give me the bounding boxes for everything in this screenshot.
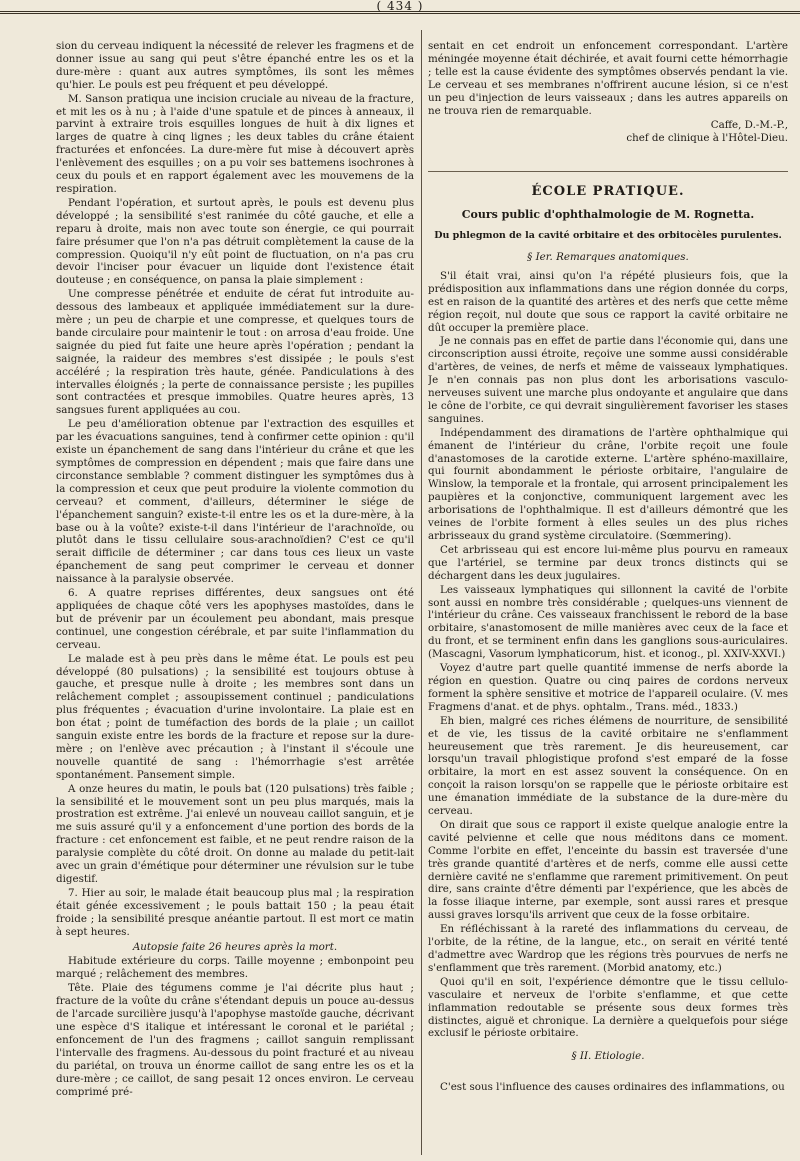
paragraph: A onze heures du matin, le pouls bat (120 pulsations) très faible ; la sensibilité et le mouvement sont un peu plus marqués, mais la prostration est extrême. J'ai enlevé un nouveau caillot sanguin, et je me suis assuré qu'il y a enfoncement d'une portion des bords de la fracture : cet enfoncement est faible, et ne peut rendre raison de la paralysie complète du côté droit. On donne au malade du petit-lait avec un grain d'émétique pour déterminer une révulsion sur le tube digestif. xyxy=(56,782,414,885)
course-subtitle: Du phlegmon de la cavité orbitaire et des orbitocèles purulentes. xyxy=(434,230,782,242)
page-number: ( 434 ) xyxy=(376,0,424,13)
paragraph: Habitude extérieure du corps. Taille moyenne ; embonpoint peu marqué ; relâchement des membres. xyxy=(56,955,414,981)
paragraph: Cet arbrisseau qui est encore lui-même plus pourvu en rameaux que l'artériel, se termine par deux troncs distincts qui se déchargent dans les deux jugulaires. xyxy=(428,543,788,582)
paragraph: Quoi qu'il en soit, l'expérience démontre que le tissu cellulo-vasculaire et nerveux de l'orbite s'enflamme, et que cette inflammation redoutable se présente sous deux formes très distinctes, aiguë et chronique. La dernière a quelquefois pour siége exclusif le périoste orbitaire. xyxy=(428,975,788,1040)
etiology-heading: § II. Etiologie. xyxy=(571,1050,645,1063)
paragraph: S'il était vrai, ainsi qu'on l'a répété plusieurs fois, que la prédisposition aux inflammations dans une région donnée du corps, est en raison de la quantité des artères et des nerfs que cette même région reçoit, nul doute que sous ce rapport la cavité orbitaire ne dût occuper la première place. xyxy=(428,269,788,334)
section-heading: § Ier. Remarques anatomiques. xyxy=(527,250,689,263)
section-title: ÉCOLE PRATIQUE. xyxy=(428,171,788,199)
paragraph: C'est sous l'influence des causes ordinaires des inflammations, ou xyxy=(440,1081,785,1094)
autopsy-heading: Autopsie faite 26 heures après la mort. xyxy=(132,940,338,953)
paragraph: Le malade est à peu près dans le même état. Le pouls est peu développé (80 pulsations) ; la sensibilité est toujours obtuse à gauche, et presque nulle à droite ; les membres sont dans un relâchement complet ; assoupissement continuel ; pandiculations plus fréquentes ; évacuation d'urine involontaire. La plaie est en bon état ; point de tuméfaction des bords de la plaie ; un caillot sanguin existe entre les bords de la fracture et repose sur la dure-mère ; on l'enlève avec précaution ; à l'instant il s'écoule une nouvelle quantité de sang : l'hémorrhagie s'est arrêtée spontanément. Pansement simple. xyxy=(56,652,414,781)
paragraph: 7. Hier au soir, le malade était beaucoup plus mal ; la respiration était génée excessivement ; le pouls battait 150 ; la peau était froide ; la sensibilité presque anéantie partout. Il est mort ce matin à sept heures. xyxy=(56,886,414,938)
paragraph: Une compresse pénétrée et enduite de cérat fut introduite au-dessous des lambeaux et appliquée immédiatement sur la dure-mère ; un peu de charpie et une compresse, et quelques tours de bande circulaire pour maintenir le tout : on arrosa d'eau froide. Une saignée du pied fut faite une heure après l'opération ; pendant la saignée, la raideur des membres s'est dissipée ; le pouls s'est accéléré ; la respiration très haute, génée. Pandiculations à des intervalles éloignés ; la perte de connaissance persiste ; les pupilles sont contractées et presque immobiles. Quatre heures après, 13 sangsues furent appliquées au cou. xyxy=(56,288,414,417)
paragraph: Je ne connais pas en effet de partie dans l'économie qui, dans une circonscription aussi étroite, reçoive une somme aussi considérable d'artères, de veines, de nerfs et même de vaisseaux lymphatiques. Je n'en connais pas non plus dont les arborisations vasculo-nerveuses suivent une marche plus ondoyante et angulaire que dans le cône de l'orbite, ce qui devrait singulièrement favoriser les stases sanguines. xyxy=(428,335,788,425)
paragraph: Eh bien, malgré ces riches élémens de nourriture, de sensibilité et de vie, les tissus de la cavité orbitaire ne s'enflamment heureusement que très rarement. Je dis heureusement, car lorsqu'un travail phlogistique profond s'est emparé de la fosse orbitaire, la mort en est assez souvent la conséquence. On en conçoit la raison lorsqu'on se rappelle que le périoste orbitaire est une émanation immédiate de la substance de la dure-mère du cerveau. xyxy=(428,714,788,818)
column-divider xyxy=(421,30,422,1155)
left-column xyxy=(56,40,414,1150)
paragraph: On dirait que sous ce rapport il existe quelque analogie entre la cavité pelvienne et celle que nous méditons dans ce moment. Comme l'orbite en effet, l'enceinte du bassin est traversée d'une très grande quantité d'artères et de nerfs, comme elle aussi cette dernière cavité ne s'enflamme que rarement primitivement. On peut dire, sans crainte d'être démenti par l'expérience, que les abcès de la fosse iliaque interne, par exemple, sont aussi rares et presque aussi graves lorsqu'ils arrivent que ceux de la fosse orbitaire. xyxy=(428,818,788,922)
paragraph: Voyez d'autre part quelle quantité immense de nerfs aborde la région en question. Quatre ou cinq paires de cordons nerveux forment la sphère sensitive et motrice de l'appareil oculaire. (V. mes Fragmens d'anat. et de phys. ophtalm., Trans. méd., 1833.) xyxy=(428,662,788,713)
paragraph: M. Sanson pratiqua une incision cruciale au niveau de la fracture, et mit les os à nu ; à l'aide d'une spatule et de pinces à anneaux, il parvint à extraire trois esquilles longues de huit à dix lignes et larges de quatre à cinq lignes ; les deux tables du crâne étaient fracturées et enfoncées. La dure-mère fut mise à découvert après l'enlèvement des esquilles ; on a pu voir ses battemens isochrones à ceux du pouls et en rapport également avec les mouvemens de la respiration. xyxy=(56,92,414,195)
paragraph: Les vaisseaux lymphatiques qui sillonnent la cavité de l'orbite sont aussi en nombre très considérable ; quelques-uns viennent de l'intérieur du crâne. Ces vaisseaux franchissent le rebord de la base orbitaire, s'anastomosent de mille manières avec ceux de la face et du front, et se terminent enfin dans les ganglions sous-auriculaires. (Mascagni, Vasorum lymphaticorum, hist. et iconog., pl. XXIV-XXVI.) xyxy=(428,583,788,661)
signature-title: chef de clinique à l'Hôtel-Dieu. xyxy=(626,132,788,145)
paragraph: sion du cerveau indiquent la nécessité de relever les fragmens et de donner issue au sang qui peut s'être épanché entre les os et la dure-mère : quant aux autres symptômes, ils sont les mêmes qu'hier. Le pouls est peu fréquent et peu développé. xyxy=(56,40,414,91)
right-column xyxy=(428,40,788,1150)
paragraph: 6. A quatre reprises différentes, deux sangsues ont été appliquées de chaque côté vers les apophyses mastoïdes, dans le but de prévenir par un écoulement peu abondant, mais presque continuel, une congestion cérébrale, et par suite l'inflammation du cerveau. xyxy=(56,587,414,651)
paragraph: Pendant l'opération, et surtout après, le pouls est devenu plus développé ; la sensibilité s'est ranimée du côté gauche, et elle a reparu à droite, mais non avec toute son énergie, ce qui pourrait faire présumer que l'on n'a pas détruit complètement la cause de la compression. Quoiqu'il n'y eût point de fluctuation, on n'a pas cru devoir l'inciser pour évacuer un liquide dont l'existence était douteuse ; en conséquence, on pansa la plaie simplement : xyxy=(56,196,414,287)
paragraph: Tête. Plaie des tégumens comme je l'ai décrite plus haut ; fracture de la voûte du crâne s'étendant depuis un pouce au-dessus de l'arcade surcilière jusqu'à l'apophyse mastoïde gauche, décrivant une espèce d'S italique et intéressant le coronal et le pariétal ; enfoncement de l'un des fragmens ; caillot sanguin remplissant l'intervalle des fragmens. Au-dessous du point fracturé et au niveau du pariétal, on trouva un énorme caillot de sang entre les os et la dure-mère ; ce caillot, de sang pesait 12 onces environ. Le cerveau comprimé pré- xyxy=(56,982,414,1098)
paragraph: En réfléchissant à la rareté des inflammations du cerveau, de l'orbite, de la rétine, de la langue, etc., on serait en vérité tenté d'admettre avec Wardrop que les régions très pourvues de nerfs ne s'enflamment que très rarement. (Morbid anatomy, etc.) xyxy=(428,923,788,974)
paragraph: sentait en cet endroit un enfoncement correspondant. L'artère méningée moyenne était déchirée, et avait fourni cette hémorrhagie ; telle est la cause évidente des symptômes observés pendant la vie. Le cerveau et ses membranes n'offrirent aucune lésion, si ce n'est un peu d'injection de leurs vaisseaux ; dans les autres appareils on ne trouva rien de remarquable. xyxy=(428,40,788,117)
course-title: Cours public d'ophthalmologie de M. Rognetta. xyxy=(461,208,755,222)
paragraph: Le peu d'amélioration obtenue par l'extraction des esquilles et par les évacuations sanguines, tend à confirmer cette opinion : qu'il existe un épanchement de sang dans l'intérieur du crâne et que les symptômes de compression en dépendent ; mais que faire dans une circonstance semblable ? comment distinguer les symptômes dus à la compression et ceux que peut produire la violente commotion du cerveau? et comment, d'ailleurs, déterminer le siége de l'épanchement sanguin? existe-t-il entre les os et la dure-mère, à la base ou à la voûte? existe-t-il dans l'intérieur de l'arachnoïde, ou plutôt dans le tissu cellulaire sous-arachnoïdien? C'est ce qu'il serait difficile de déterminer ; car dans tous ces lieux un vaste épanchement de sang peut comprimer le cerveau et donner naissance à la paralysie observée. xyxy=(56,418,414,586)
paragraph: Indépendamment des diramations de l'artère ophthalmique qui émanent de l'intérieur du crâne, l'orbite reçoit une foule d'anastomoses de la carotide externe. L'artère sphéno-maxillaire, qui fournit abondamment le périoste orbitaire, l'angulaire de Winslow, la temporale et la frontale, qui arrosent principalement les paupières et la conjonctive, communiquent largement avec les arborisations de l'ophthalmique. Il est d'ailleurs démontré que les veines de l'orbite forment à elles seules un des plus riches arbrisseaux du grand système circulatoire. (Sœmmering). xyxy=(428,426,788,542)
signature-name: Caffe, D.-M.-P., xyxy=(710,119,788,132)
